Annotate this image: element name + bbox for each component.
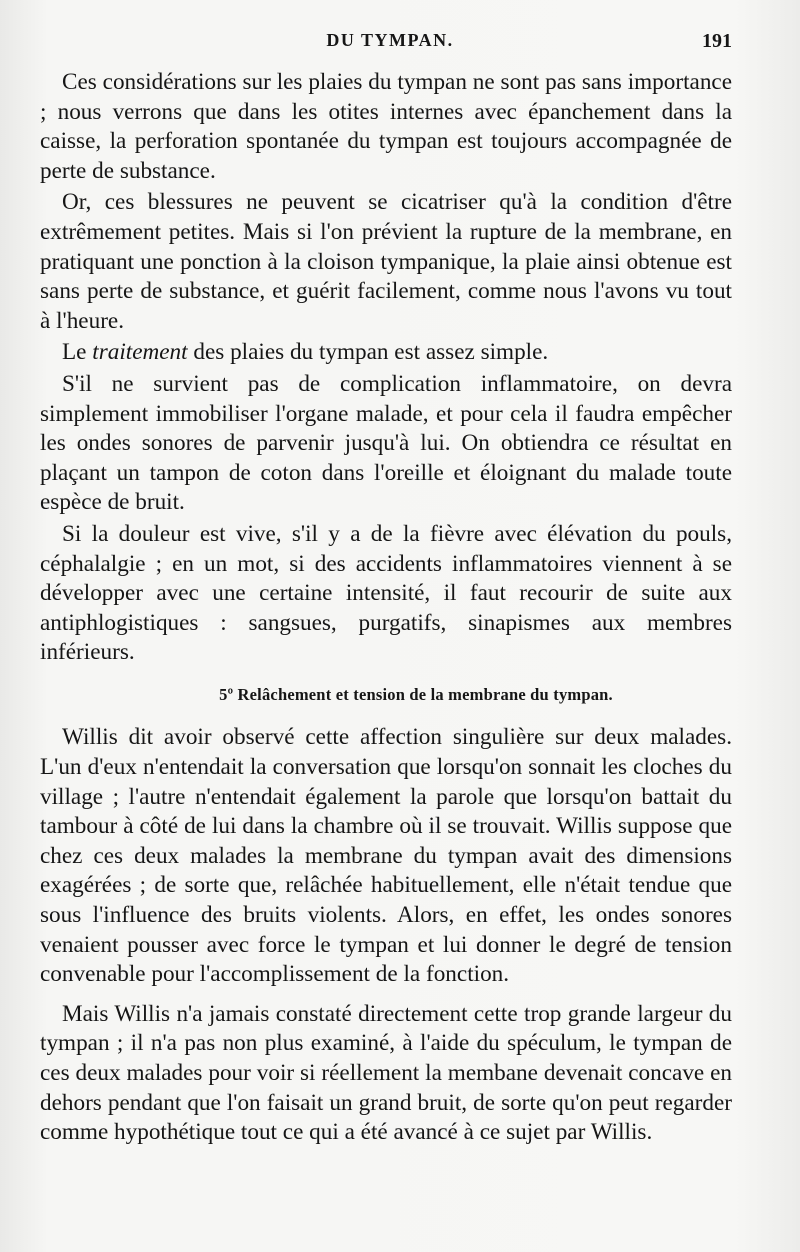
page-number: 191: [702, 30, 732, 52]
paragraph: Ces considérations sur les plaies du tympan ne sont pas sans importance ; nous verrons que dans les otites internes avec épanchement dans la caisse, la perforation spontanée du tympan est toujours accompagnée de perte de substance.: [40, 69, 732, 184]
paragraph: [40, 338, 732, 368]
paragraph: Willis dit avoir observé cette affection singulière sur deux malades. L'un d'eux n'entendait la conversation que lorsqu'on sonnait les cloches du village ; l'autre n'entendait également la parole que lorsqu'on battait du tambour à côté de lui dans la chambre où il se trouvait. Willis suppose que chez ces deux malades la membrane du tympan avait des dimensions exagérées ; de sorte que, relâchée habituellement, elle n'était tendue que sous l'influence des bruits violents. Alors, en effet, les ondes sonores venaient pousser avec force le tympan et lui donner le degré de tension convenable pour l'accomplissement de la fonction.: [40, 724, 732, 988]
running-head: [40, 30, 740, 58]
page-body: [40, 68, 732, 1150]
italic-term: traitement: [92, 339, 188, 366]
section-heading: 5º Relâchement et tension de la membrane du tympan.: [219, 684, 613, 704]
paragraph-lead: Le: [62, 339, 93, 366]
paragraph: Si la douleur est vive, s'il y a de la fièvre avec élévation du pouls, céphalalgie ; en un mot, si des accidents inflammatoires viennent à se développer avec une certaine intensité, il faut recourir de suite aux antiphlogistiques : sangsues, purgatifs, sinapismes aux membres inférieurs.: [40, 520, 732, 666]
running-title: DU TYMPAN.: [326, 30, 454, 50]
paragraph-gap: [40, 992, 732, 1000]
paragraph: Or, ces blessures ne peuvent se cicatriser qu'à la condition d'être extrêmement petites. Mais si l'on prévient la rupture de la membrane, en pratiquant une ponction à la cloison tympanique, la plaie ainsi obtenue est sans perte de substance, et guérit facilement, comme nous l'avons vu tout à l'heure.: [40, 189, 732, 334]
paragraph-rest: des plaies du tympan est assez simple.: [187, 339, 549, 366]
paragraph: Mais Willis n'a jamais constaté directement cette trop grande largeur du tympan ; il n'a pas non plus examiné, à l'aide du spéculum, le tympan de ces deux malades pour voir si réellement la membane devenait concave en dehors pendant que l'on faisait un grand bruit, de sorte qu'on peut regarder comme hypothétique tout ce qui a été avancé à ce sujet par Willis.: [40, 1000, 732, 1146]
paragraph: S'il ne survient pas de complication inflammatoire, on devra simplement immobiliser l'organe malade, et pour cela il faudra empêcher les ondes sonores de parvenir jusqu'à lui. On obtiendra ce résultat en plaçant un tampon de coton dans l'oreille et éloignant du malade toute espèce de bruit.: [40, 370, 732, 516]
